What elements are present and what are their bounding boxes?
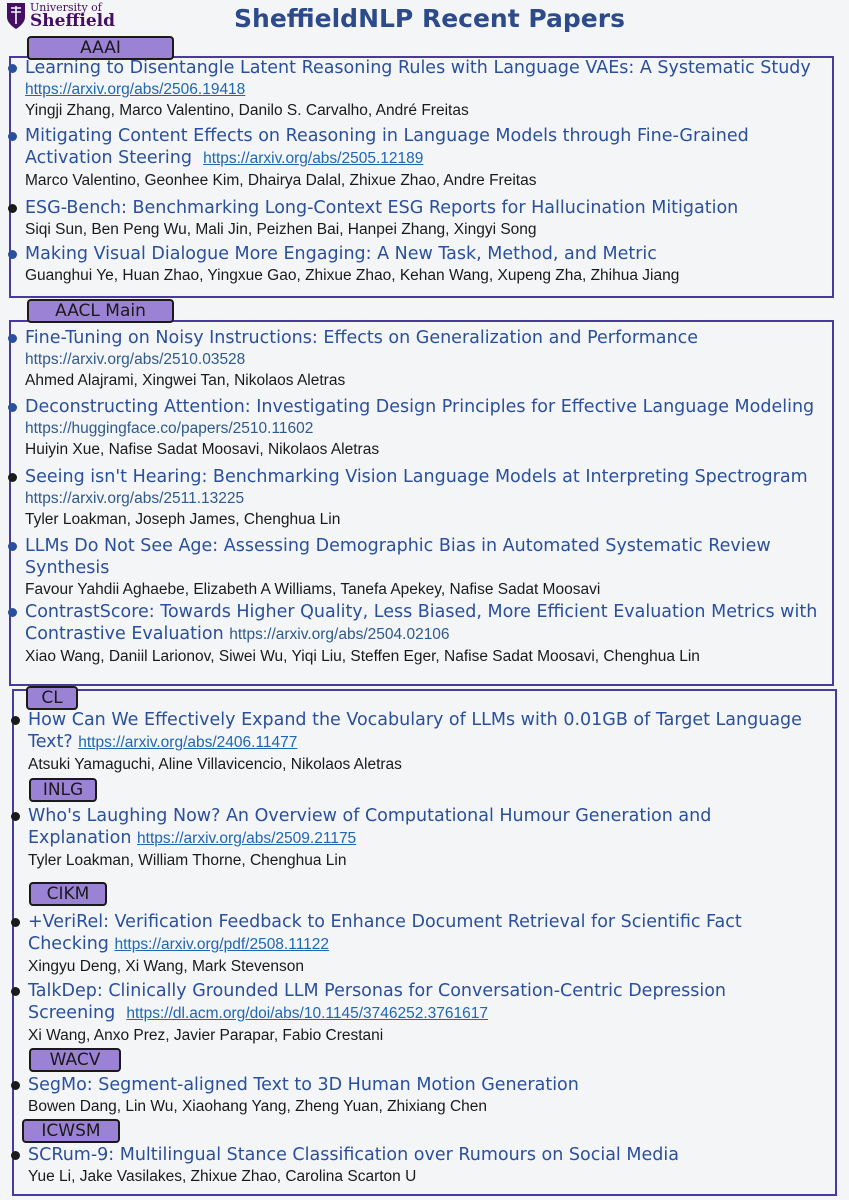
- paper-title-cont[interactable]: Checking: [28, 934, 109, 954]
- paper-title[interactable]: Who's Laughing Now? An Overview of Computational Humour Generation and: [28, 806, 712, 826]
- paper-title[interactable]: ESG-Bench: Benchmarking Long-Context ESG Reports for Hallucination Mitigation: [25, 198, 739, 218]
- paper-title[interactable]: How Can We Effectively Expand the Vocabulary of LLMs with 0.01GB of Target Language: [28, 710, 802, 730]
- paper-authors: Favour Yahdii Aghaebe, Elizabeth A Williams, Tanefa Apekey, Nafise Sadat Moosavi: [25, 581, 601, 598]
- paper-authors: Bowen Dang, Lin Wu, Xiaohang Yang, Zheng Yuan, Zhixiang Chen: [28, 1098, 488, 1115]
- bullet-icon: [8, 334, 17, 343]
- paper-entry: [8, 57, 834, 121]
- bullet-icon: [8, 403, 17, 412]
- paper-authors: Xingyu Deng, Xi Wang, Mark Stevenson: [28, 958, 304, 975]
- bullet-icon: [8, 132, 17, 141]
- paper-authors: Ahmed Alajrami, Xingwei Tan, Nikolaos Aletras: [25, 372, 346, 389]
- paper-authors: Marco Valentino, Geonhee Kim, Dhairya Dalal, Zhixue Zhao, Andre Freitas: [25, 172, 537, 189]
- paper-entry: [11, 911, 837, 977]
- page-title: SheffieldNLP Recent Papers: [234, 4, 625, 33]
- paper-title-cont[interactable]: Text?: [28, 732, 73, 752]
- paper-entry: [11, 709, 837, 775]
- paper-title[interactable]: ContrastScore: Towards Higher Quality, Less Biased, More Efficient Evaluation Metrics with: [25, 602, 818, 622]
- bullet-icon: [11, 812, 20, 821]
- paper-authors: Atsuki Yamaguchi, Aline Villavicencio, Nikolaos Aletras: [28, 756, 402, 773]
- paper-link[interactable]: https://arxiv.org/pdf/2508.11122: [114, 936, 330, 953]
- paper-title[interactable]: TalkDep: Clinically Grounded LLM Personas for Conversation-Centric Depression: [28, 981, 727, 1001]
- paper-link[interactable]: https://arxiv.org/abs/2505.12189: [203, 150, 424, 167]
- paper-title-cont[interactable]: Synthesis: [25, 558, 110, 578]
- paper-entry: [8, 601, 834, 667]
- logo-line-2: Sheffield: [30, 11, 116, 31]
- paper-title-cont[interactable]: Contrastive Evaluation: [25, 624, 224, 644]
- paper-entry: [8, 535, 834, 600]
- paper-title[interactable]: Seeing isn't Hearing: Benchmarking Vision Language Models at Interpreting Spectrogram: [25, 467, 808, 487]
- paper-title-cont[interactable]: Screening: [28, 1003, 116, 1023]
- paper-link[interactable]: https://arxiv.org/abs/2504.02106: [229, 626, 450, 643]
- paper-entry: [8, 396, 834, 460]
- bullet-icon: [11, 987, 20, 996]
- venue-tag-wacv: WACV: [29, 1048, 121, 1072]
- paper-title[interactable]: Learning to Disentangle Latent Reasoning Rules with Language VAEs: A Systematic Study: [25, 58, 811, 78]
- paper-authors: Siqi Sun, Ben Peng Wu, Mali Jin, Peizhen Bai, Hanpei Zhang, Xingyi Song: [25, 221, 537, 238]
- paper-link[interactable]: https://arxiv.org/abs/2509.21175: [137, 830, 357, 847]
- paper-title[interactable]: SCRum-9: Multilingual Stance Classification over Rumours on Social Media: [28, 1145, 679, 1165]
- paper-link[interactable]: https://arxiv.org/abs/2406.11477: [78, 734, 298, 751]
- bullet-icon: [8, 64, 17, 73]
- paper-title-cont[interactable]: Activation Steering: [25, 148, 192, 168]
- venue-tag-cikm: CIKM: [29, 882, 107, 906]
- paper-entry: [11, 1074, 837, 1117]
- paper-link[interactable]: https://arxiv.org/abs/2510.03528: [25, 351, 246, 368]
- paper-entry: [11, 1144, 837, 1187]
- paper-entry: [11, 805, 837, 871]
- paper-title[interactable]: Making Visual Dialogue More Engaging: A New Task, Method, and Metric: [25, 244, 657, 264]
- bullet-icon: [8, 204, 17, 213]
- paper-title-cont[interactable]: Explanation: [28, 828, 132, 848]
- bullet-icon: [11, 1081, 20, 1090]
- paper-title[interactable]: Deconstructing Attention: Investigating Design Principles for Effective Language Modeling: [25, 397, 815, 417]
- logo-line-1: University of: [30, 1, 102, 14]
- paper-title[interactable]: SegMo: Segment-aligned Text to 3D Human Motion Generation: [28, 1075, 579, 1095]
- paper-link[interactable]: https://huggingface.co/papers/2510.11602: [25, 420, 314, 437]
- venue-tag-aacl-main: AACL Main: [27, 299, 174, 323]
- paper-entry: [8, 327, 834, 391]
- paper-entry: [8, 243, 834, 286]
- venue-tag-cl: CL: [26, 686, 78, 710]
- paper-authors: Xiao Wang, Daniil Larionov, Siwei Wu, Yiqi Liu, Steffen Eger, Nafise Sadat Moosavi, Chenghua Lin: [25, 648, 700, 665]
- bullet-icon: [11, 918, 20, 927]
- venue-tag-icwsm: ICWSM: [22, 1119, 120, 1143]
- paper-title[interactable]: Mitigating Content Effects on Reasoning in Language Models through Fine-Grained: [25, 126, 749, 146]
- paper-authors: Tyler Loakman, William Thorne, Chenghua Lin: [28, 852, 347, 869]
- paper-authors: Xi Wang, Anxo Prez, Javier Parapar, Fabio Crestani: [28, 1027, 384, 1044]
- paper-authors: Yue Li, Jake Vasilakes, Zhixue Zhao, Carolina Scarton U: [28, 1168, 417, 1185]
- venue-tag-inlg: INLG: [29, 778, 97, 802]
- paper-link[interactable]: https://arxiv.org/abs/2511.13225: [25, 490, 245, 507]
- paper-title[interactable]: +VeriRel: Verification Feedback to Enhance Document Retrieval for Scientific Fact: [28, 912, 742, 932]
- paper-authors: Guanghui Ye, Huan Zhao, Yingxue Gao, Zhixue Zhao, Kehan Wang, Xupeng Zha, Zhihua Jiang: [25, 267, 680, 284]
- paper-link[interactable]: https://dl.acm.org/doi/abs/10.1145/3746252.3761617: [126, 1005, 489, 1022]
- paper-entry: [8, 466, 834, 530]
- bullet-icon: [8, 608, 17, 617]
- bullet-icon: [11, 716, 20, 725]
- bullet-icon: [8, 473, 17, 482]
- bullet-icon: [8, 250, 17, 259]
- paper-entry: [8, 125, 834, 191]
- paper-link[interactable]: https://arxiv.org/abs/2506.19418: [25, 81, 246, 98]
- paper-title[interactable]: LLMs Do Not See Age: Assessing Demographic Bias in Automated Systematic Review: [25, 536, 771, 556]
- paper-entry: [8, 197, 834, 240]
- paper-title[interactable]: Fine-Tuning on Noisy Instructions: Effects on Generalization and Performance: [25, 328, 698, 348]
- paper-entry: [11, 980, 837, 1046]
- venue-tag-aaai: AAAI: [27, 36, 174, 60]
- paper-authors: Yingji Zhang, Marco Valentino, Danilo S. Carvalho, André Freitas: [25, 102, 469, 119]
- paper-authors: Huiyin Xue, Nafise Sadat Moosavi, Nikolaos Aletras: [25, 441, 380, 458]
- bullet-icon: [8, 542, 17, 551]
- bullet-icon: [11, 1151, 20, 1160]
- paper-authors: Tyler Loakman, Joseph James, Chenghua Lin: [25, 511, 341, 528]
